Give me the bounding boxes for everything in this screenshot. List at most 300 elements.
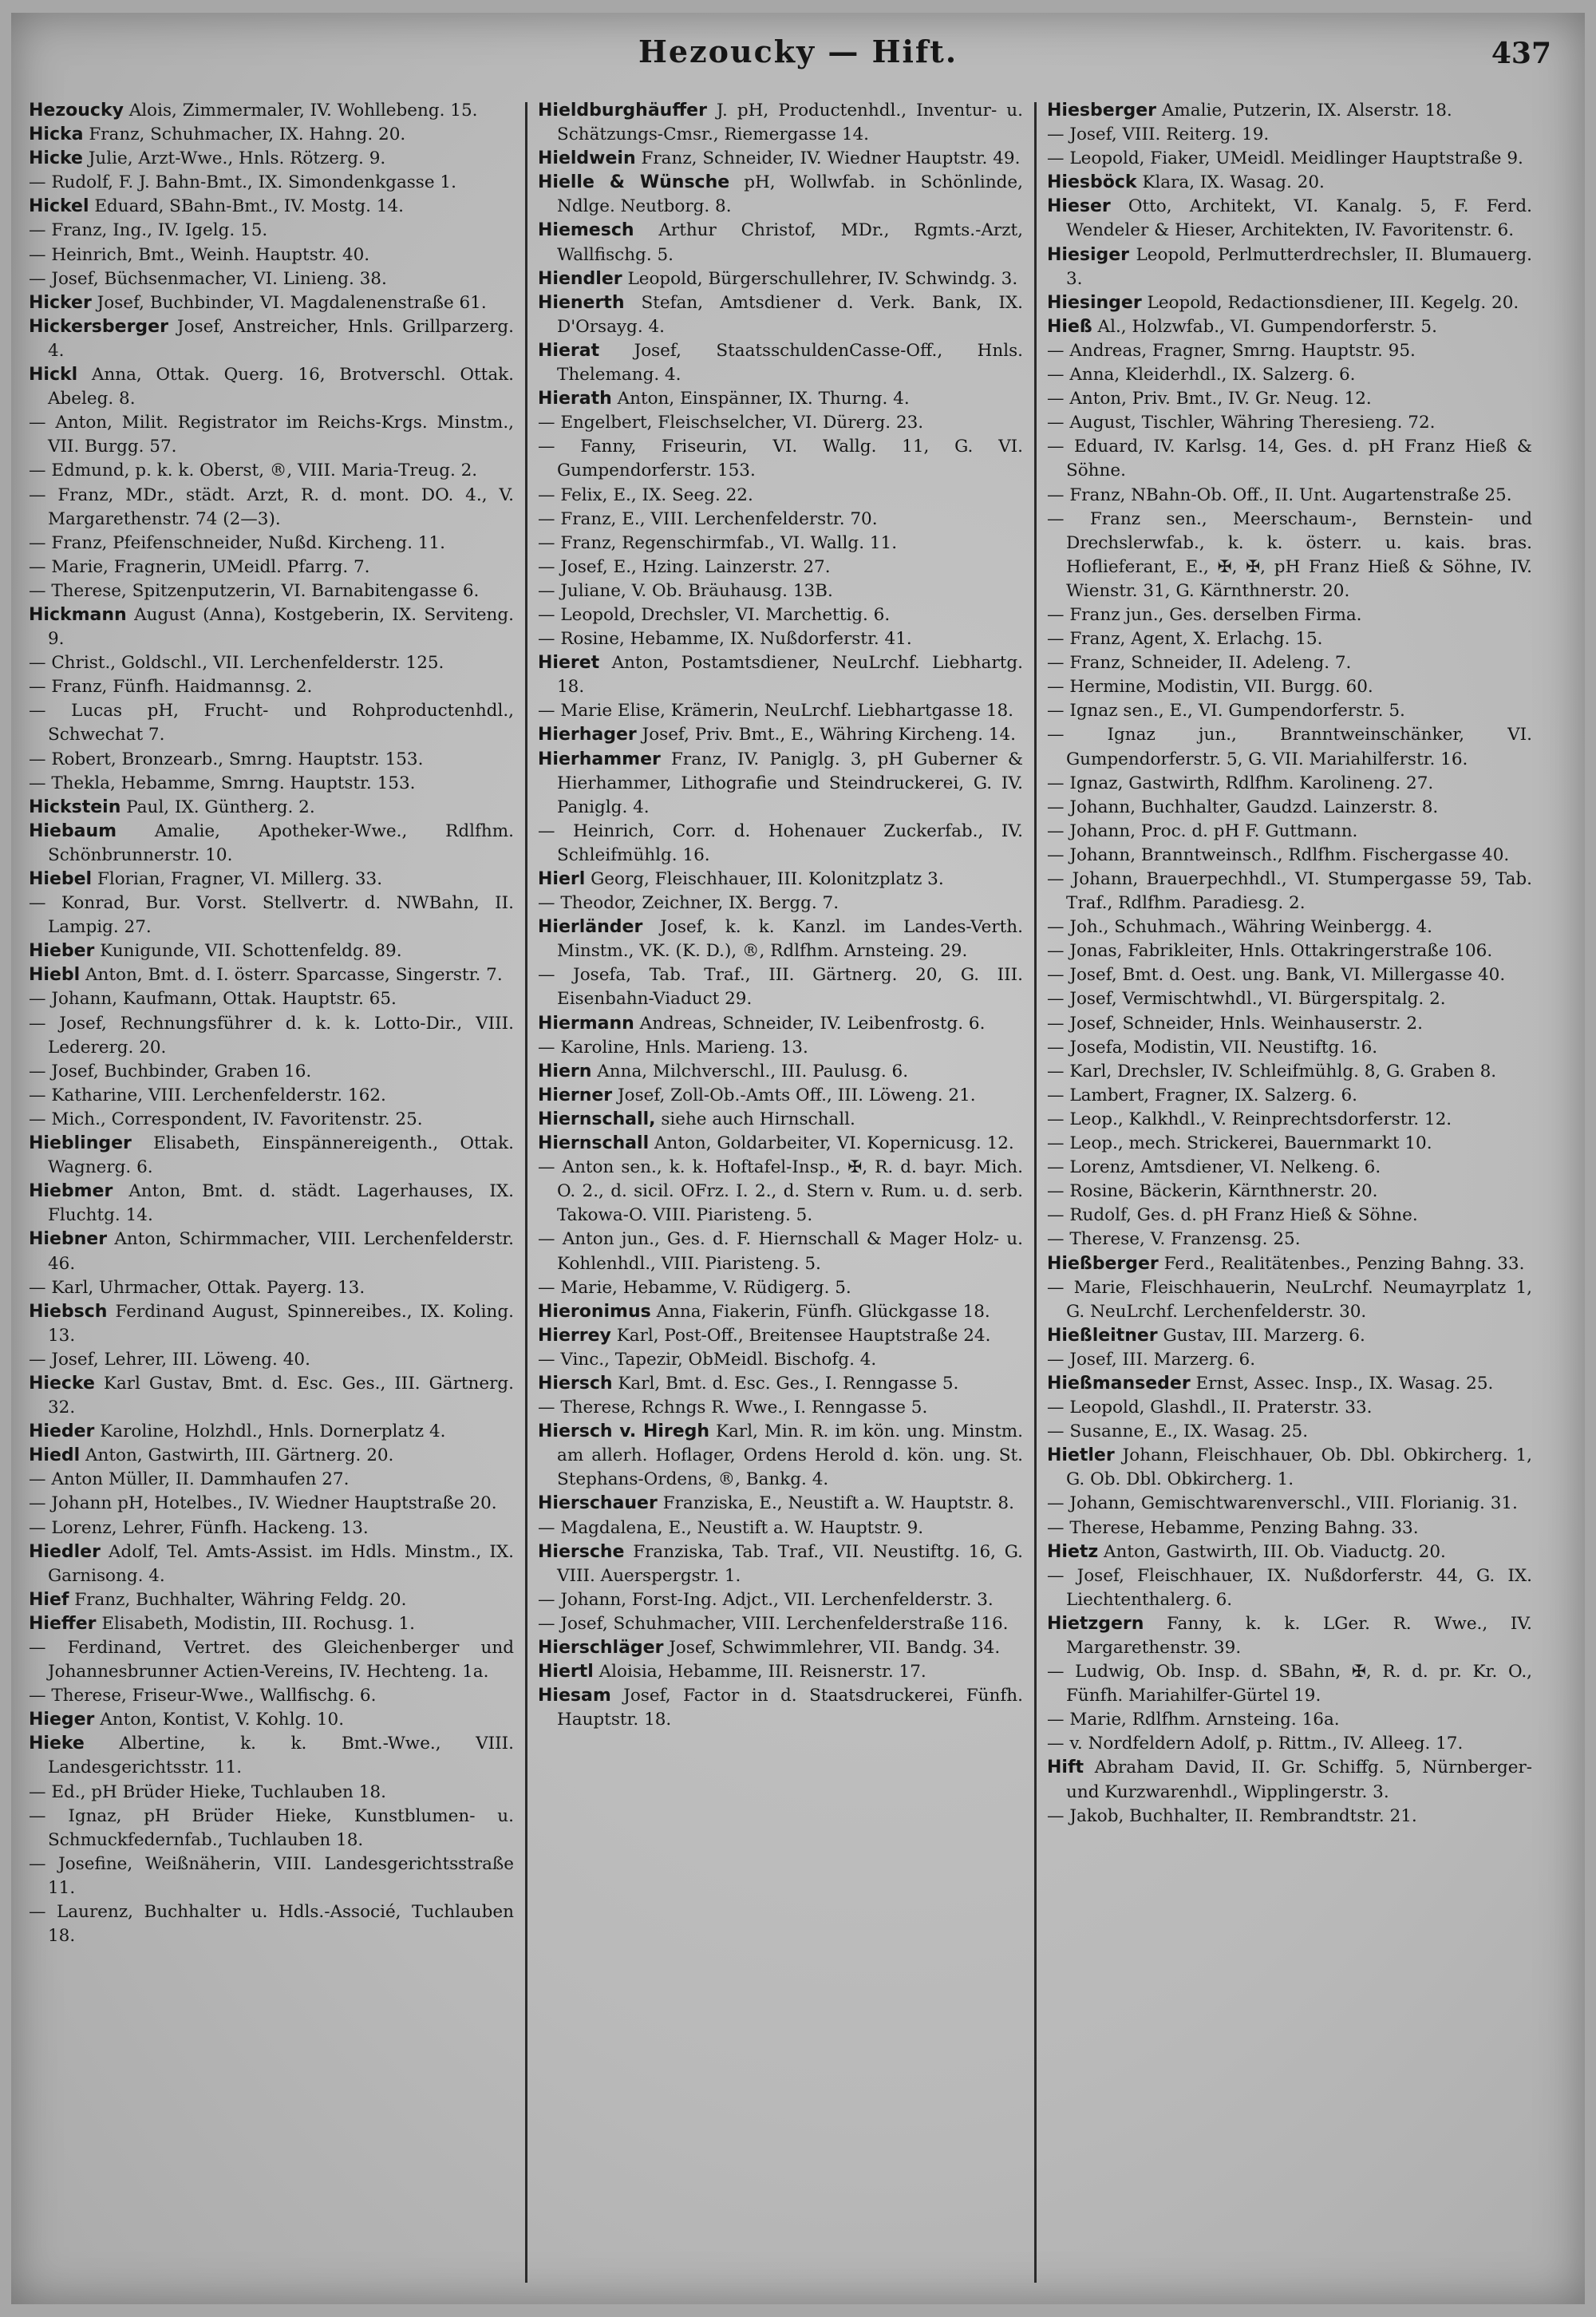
entry-details: Anton, Gastwirth, III. Ob. Viaductg. 20. [1104, 1541, 1446, 1562]
directory-entry [538, 1228, 1023, 1275]
entry-surname: Hierschläger [538, 1638, 664, 1658]
directory-entry [538, 1588, 1023, 1612]
entry-details: — Marie, Rdlfhm. Arnsteing. 16a. [1047, 1710, 1340, 1730]
column-1 [29, 99, 514, 2286]
directory-entry [29, 1108, 514, 1132]
entry-details: — Lucas pH, Frucht- und Rohproductenhdl., Schwechat 7. [29, 701, 514, 745]
entry-details: — Johann, Kaufmann, Ottak. Hauptstr. 65. [29, 989, 397, 1010]
entry-details: — Fanny, Friseurin, VI. Wallg. 11, G. VI. Gumpendorferstr. 153. [538, 437, 1023, 481]
entry-surname: Hickl [29, 365, 78, 386]
directory-entry [538, 723, 1023, 747]
directory-entry [1047, 147, 1532, 171]
directory-entry [538, 435, 1023, 483]
entry-details: Anna, Fiakerin, Fünfh. Glückgasse 18. [656, 1301, 990, 1322]
entry-details: — Franz, Fünfh. Haidmannsg. 2. [29, 677, 313, 698]
entry-details: — Thekla, Hebamme, Smrng. Hauptstr. 153. [29, 773, 416, 793]
directory-entry [29, 1852, 514, 1900]
directory-entry [538, 1156, 1023, 1228]
directory-entry [1047, 1372, 1532, 1396]
entry-details: Karoline, Holzhdl., Hnls. Dornerplatz 4. [100, 1421, 446, 1442]
directory-entry [538, 1516, 1023, 1540]
directory-entry [538, 532, 1023, 556]
entry-details: Paul, IX. Güntherg. 2. [126, 797, 315, 817]
entry-details: Otto, Architekt, VI. Kanalg. 5, F. Ferd. Wendeler & Hieser, Architekten, IV. Favoritenstr. 6. [1066, 196, 1532, 241]
entry-surname: Hieß [1047, 316, 1092, 337]
entry-details: — Jakob, Buchhalter, II. Rembrandtstr. 21. [1047, 1805, 1417, 1826]
entry-details: Franz, Schneider, IV. Wiedner Hauptstr. 49. [641, 148, 1021, 169]
directory-entry [1047, 868, 1532, 915]
entry-details: Al., Holzwfab., VI. Gumpendorferstr. 5. [1097, 316, 1437, 337]
directory-entry [538, 963, 1023, 1011]
directory-entry [29, 1444, 514, 1468]
directory-entry [1047, 1036, 1532, 1060]
entry-surname: Hiebl [29, 965, 81, 986]
entry-details: — Franz, Pfeifenschneider, Nußd. Kircheng. 11. [29, 532, 445, 553]
entry-details: — Johann, Buchhalter, Gaudzd. Lainzerstr. 8. [1047, 797, 1439, 817]
entry-surname: Hezoucky [29, 101, 124, 121]
entry-surname: Hickel [29, 196, 89, 217]
directory-entry [538, 1660, 1023, 1684]
directory-entry [1047, 123, 1532, 147]
directory-entry [29, 1060, 514, 1084]
directory-entry [1047, 1660, 1532, 1708]
entry-details: — Therese, Spitzenputzerin, VI. Barnabitengasse 6. [29, 580, 480, 601]
directory-entry [29, 892, 514, 939]
directory-entry [538, 1636, 1023, 1660]
entry-details: — Ignaz jun., Branntweinschänker, VI. Gumpendorferstr. 5, G. VII. Mariahilferstr. 16. [1047, 725, 1532, 769]
directory-entry [29, 1132, 514, 1180]
directory-entry [538, 1396, 1023, 1420]
directory-entry [538, 579, 1023, 603]
directory-entry [538, 1036, 1023, 1060]
directory-entry [29, 171, 514, 195]
directory-entry [538, 1012, 1023, 1036]
entry-details: — Ignaz, pH Brüder Hieke, Kunstblumen- u. Schmuckfedernfab., Tuchlauben 18. [29, 1805, 514, 1850]
directory-entry [538, 99, 1023, 147]
entry-details: — Juliane, V. Ob. Bräuhausg. 13B. [538, 580, 833, 601]
entry-details: — Leopold, Fiaker, UMeidl. Meidlinger Hauptstraße 9. [1047, 148, 1523, 169]
entry-details: Karl, Bmt. d. Esc. Ges., I. Renngasse 5. [618, 1373, 959, 1394]
entry-details: — Josef, III. Marzerg. 6. [1047, 1349, 1256, 1370]
directory-entry [538, 1084, 1023, 1108]
entry-details: — Franz, Schneider, II. Adeleng. 7. [1047, 653, 1352, 674]
entry-details: siehe auch Hirnschall. [661, 1109, 855, 1129]
entry-surname: Hierländer [538, 917, 643, 938]
entry-details: — Robert, Bronzearb., Smrng. Hauptstr. 153. [29, 749, 424, 769]
entry-details: Karl Gustav, Bmt. d. Esc. Ges., III. Gärtnerg. 32. [48, 1373, 514, 1418]
entry-details: — Leop., Kalkhdl., V. Reinprechtsdorferstr. 12. [1047, 1109, 1452, 1129]
entry-details: Amalie, Apotheker-Wwe., Rdlfhm. Schönbrunnerstr. 10. [48, 820, 514, 865]
entry-surname: Hieke [29, 1734, 85, 1754]
entry-details: Eduard, SBahn-Bmt., IV. Mostg. 14. [94, 196, 404, 217]
entry-details: Georg, Fleischhauer, III. Kolonitzplatz 3. [591, 869, 944, 889]
entry-details: — Therese, Hebamme, Penzing Bahng. 33. [1047, 1517, 1419, 1538]
entry-details: Florian, Fragner, VI. Millerg. 33. [97, 869, 383, 889]
entry-surname: Hierat [538, 340, 600, 361]
entry-details: — Johann, Forst-Ing. Adjct., VII. Lerchenfelderstr. 3. [538, 1589, 994, 1610]
entry-details: — Johann, Gemischtwarenverschl., VIII. Florianig. 31. [1047, 1493, 1518, 1514]
directory-entry [1047, 963, 1532, 987]
entry-details: — Rosine, Bäckerin, Kärnthnerstr. 20. [1047, 1181, 1378, 1202]
entry-details: — Anton, Priv. Bmt., IV. Gr. Neug. 12. [1047, 389, 1372, 409]
directory-entry [29, 363, 514, 411]
directory-entry [538, 603, 1023, 627]
entry-details: — Eduard, IV. Karlsg. 14, Ges. d. pH Franz Hieß & Söhne. [1047, 437, 1532, 481]
directory-entry [29, 1420, 514, 1444]
directory-entry [29, 675, 514, 699]
directory-entry [29, 291, 514, 315]
directory-entry [29, 868, 514, 892]
directory-entry [29, 772, 514, 796]
directory-entry [1047, 1540, 1532, 1564]
entry-details: — Josefine, Weißnäherin, VIII. Landesgerichtsstraße 11. [29, 1853, 514, 1898]
entry-details: Franziska, Tab. Traf., VII. Neustiftg. 16, G. VIII. Auerspergstr. 1. [557, 1541, 1023, 1586]
directory-entry [29, 1084, 514, 1108]
entry-details: Anton, Bmt. d. städt. Lagerhauses, IX. Fluchtg. 14. [48, 1181, 514, 1226]
directory-entry [29, 1540, 514, 1588]
directory-entry [1047, 1612, 1532, 1660]
entry-surname: Hiesiger [1047, 244, 1130, 265]
entry-details: — Marie Elise, Krämerin, NeuLrchf. Liebhartgasse 18. [538, 701, 1013, 722]
entry-surname: Hicke [29, 148, 83, 169]
directory-entry [29, 267, 514, 291]
directory-entry [29, 796, 514, 820]
directory-entry [29, 1468, 514, 1492]
directory-entry [29, 243, 514, 267]
directory-entry [538, 219, 1023, 267]
directory-entry [1047, 411, 1532, 435]
directory-entry [538, 1372, 1023, 1396]
directory-entry [29, 1372, 514, 1420]
entry-details: — Katharine, VIII. Lerchenfelderstr. 162. [29, 1085, 386, 1105]
entry-details: — Josef, Büchsenmacher, VI. Linieng. 38. [29, 268, 387, 289]
entry-surname: Hicker [29, 292, 92, 313]
entry-details: Karl, Min. R. im kön. ung. Minstm. am allerh. Hoflager, Ordens Herold d. kön. ung. St. Stephans-Ordens, ®, Bankg. 4. [557, 1421, 1023, 1490]
entry-details: Albertine, k. k. Bmt.-Wwe., VIII. Landesgerichtsstr. 11. [48, 1734, 514, 1778]
directory-entry [1047, 1204, 1532, 1228]
entry-surname: Hiernschall, [538, 1109, 656, 1129]
directory-entry [1047, 435, 1532, 483]
directory-entry [1047, 1252, 1532, 1276]
directory-entry [538, 387, 1023, 411]
entry-details: Klara, IX. Wasag. 20. [1142, 172, 1325, 193]
entry-details: Aloisia, Hebamme, III. Reisnerstr. 17. [598, 1662, 926, 1682]
directory-entry [538, 291, 1023, 339]
entry-details: — Konrad, Bur. Vorst. Stellvertr. d. NWBahn, II. Lampig. 27. [29, 893, 514, 938]
directory-entry [1047, 1756, 1532, 1804]
directory-entry [29, 1492, 514, 1516]
entry-details: — Anton, Milit. Registrator im Reichs-Krgs. Minstm., VII. Burgg. 57. [29, 413, 514, 457]
entry-details: — Johann, Brauerpechhdl., VI. Stumpergasse 59, Tab. Traf., Rdlfhm. Paradiesg. 2. [1047, 869, 1532, 914]
entry-surname: Hiendler [538, 268, 622, 289]
entry-details: — Josefa, Modistin, VII. Neustiftg. 16. [1047, 1037, 1378, 1058]
entry-details: — Anton jun., Ges. d. F. Hiernschall & Mager Holz- u. Kohlenhdl., VIII. Piaristeng. 5. [538, 1229, 1023, 1274]
entry-details: — Rudolf, F. J. Bahn-Bmt., IX. Simondenkgasse 1. [29, 172, 456, 193]
entry-details: — Ignaz sen., E., VI. Gumpendorferstr. 5. [1047, 701, 1405, 722]
directory-entry [29, 1636, 514, 1684]
entry-details: — Ignaz, Gastwirth, Rdlfhm. Karolineng. 27. [1047, 773, 1434, 793]
directory-entry [538, 820, 1023, 868]
directory-entry [538, 556, 1023, 579]
entry-details: — Franz sen., Meerschaum-, Bernstein- und Drechslerwfab., k. k. österr. u. kais. bras. Hoflieferant, E., ✠, ✠, pH Franz Hieß & Söhne, IV. Wienstr. 31, G. Kärnthnerstr. 20. [1047, 508, 1532, 601]
entry-details: Josef, Factor in d. Staatsdruckerei, Fünfh. Hauptstr. 18. [557, 1686, 1023, 1730]
directory-entry [1047, 363, 1532, 387]
directory-entry [538, 484, 1023, 508]
entry-details: — Andreas, Fragner, Smrng. Hauptstr. 95. [1047, 340, 1416, 361]
entry-details: — Ludwig, Ob. Insp. d. SBahn, ✠, R. d. pr. Kr. O., Fünfh. Mariahilfer-Gürtel 19. [1047, 1662, 1532, 1706]
entry-details: — Therese, Rchngs R. Wwe., I. Renngasse 5. [538, 1398, 928, 1418]
entry-details: — Josef, Vermischtwhdl., VI. Bürgerspitalg. 2. [1047, 989, 1446, 1010]
entry-surname: Hiesinger [1047, 292, 1142, 313]
entry-details: — Franz, MDr., städt. Arzt, R. d. mont. DO. 4., V. Margarethenstr. 74 (2—3). [29, 484, 514, 529]
entry-surname: Hiersch v. Hiregh [538, 1421, 710, 1442]
entry-details: Alois, Zimmermaler, IV. Wohllebeng. 15. [128, 101, 478, 121]
directory-entry [29, 1276, 514, 1300]
directory-entry [29, 939, 514, 963]
directory-entry [1047, 603, 1532, 627]
entry-surname: Hiemesch [538, 220, 634, 241]
entry-details: — Christ., Goldschl., VII. Lerchenfelderstr. 125. [29, 653, 444, 674]
directory-entry [29, 1684, 514, 1708]
entry-details: J. pH, Productenhdl., Inventur- u. Schätzungs-Cmsr., Riemergasse 14. [557, 101, 1023, 145]
entry-details: — Therese, V. Franzensg. 25. [1047, 1229, 1301, 1250]
running-head: Hezoucky — Hift. [638, 34, 958, 69]
entry-details: — Vinc., Tapezir, ObMeidl. Bischofg. 4. [538, 1349, 877, 1370]
directory-entry [1047, 987, 1532, 1011]
entry-details: — Marie, Fleischhauerin, NeuLrchf. Neumayrplatz 1, G. NeuLrchf. Lerchenfelderstr. 30. [1047, 1277, 1532, 1322]
entry-details: Anton, Gastwirth, III. Gärtnerg. 20. [85, 1445, 394, 1466]
entry-surname: Hiebaum [29, 820, 117, 841]
entry-details: Leopold, Perlmutterdrechsler, II. Blumauerg. 3. [1066, 244, 1532, 289]
directory-entry [538, 627, 1023, 651]
directory-entry [538, 267, 1023, 291]
entry-surname: Hieber [29, 941, 95, 962]
directory-entry [538, 1108, 1023, 1132]
directory-entry [29, 1612, 514, 1636]
directory-entry [538, 508, 1023, 532]
entry-surname: Hiermann [538, 1013, 634, 1034]
directory-entry [29, 411, 514, 459]
entry-details: — Anton sen., k. k. Hoftafel-Insp., ✠, R. d. bayr. Mich. O. 2., d. sicil. OFrz. I. 2., d. Stern v. Rum. u. d. serb. Takowa-O. VIII. Piaristeng. 5. [538, 1157, 1023, 1226]
entry-surname: Hickstein [29, 797, 121, 817]
entry-surname: Hietz [1047, 1541, 1099, 1562]
entry-surname: Hierrey [538, 1325, 611, 1346]
entry-surname: Hicka [29, 125, 84, 145]
directory-entry [1047, 627, 1532, 651]
entry-details: — Karl, Drechsler, IV. Schleifmühlg. 8, G. Graben 8. [1047, 1061, 1497, 1081]
entry-details: — Josef, Fleischhauer, IX. Nußdorferstr. 44, G. IX. Liechtenthalerg. 6. [1047, 1565, 1532, 1610]
directory-entry [1047, 675, 1532, 699]
entry-surname: Hickersberger [29, 316, 168, 337]
directory-entry [1047, 820, 1532, 844]
entry-surname: Hierl [538, 869, 586, 889]
entry-details: Adolf, Tel. Amts-Assist. im Hdls. Minstm., IX. Garnisong. 4. [48, 1541, 514, 1586]
directory-entry [29, 603, 514, 651]
directory-entry [29, 147, 514, 171]
entry-details: — Anna, Kleiderhdl., IX. Salzerg. 6. [1047, 365, 1356, 386]
entry-details: — Josef, E., Hzing. Lainzerstr. 27. [538, 556, 831, 577]
directory-entry [29, 1732, 514, 1780]
entry-details: — Theodor, Zeichner, IX. Bergg. 7. [538, 893, 839, 914]
entry-details: — Johann, Proc. d. pH F. Guttmann. [1047, 820, 1358, 841]
entry-surname: Hierhager [538, 725, 637, 745]
entry-details: Elisabeth, Einspännereigenth., Ottak. Wagnerg. 6. [48, 1133, 514, 1178]
entry-details: Anton, Goldarbeiter, VI. Kopernicusg. 12. [654, 1133, 1014, 1154]
directory-entry [1047, 243, 1532, 291]
entry-details: — Leop., mech. Strickerei, Bauernmarkt 10. [1047, 1133, 1432, 1154]
entry-details: — Engelbert, Fleischselcher, VI. Dürerg. 23. [538, 413, 924, 433]
directory-entry [1047, 1156, 1532, 1180]
directory-entry [1047, 1324, 1532, 1348]
directory-entry [538, 1324, 1023, 1348]
entry-details: Ferdinand August, Spinnereibes., IX. Koling. 13. [48, 1301, 514, 1346]
entry-surname: Hierschauer [538, 1493, 658, 1514]
directory-entry [1047, 1516, 1532, 1540]
directory-entry [29, 195, 514, 219]
entry-details: — Rudolf, Ges. d. pH Franz Hieß & Söhne. [1047, 1205, 1418, 1226]
entry-surname: Hierner [538, 1085, 613, 1105]
directory-entry [29, 1348, 514, 1372]
directory-entry [29, 579, 514, 603]
entry-surname: Hiebner [29, 1229, 108, 1250]
entry-surname: Hierath [538, 389, 612, 409]
directory-entry [1047, 99, 1532, 123]
directory-entry [538, 1684, 1023, 1732]
entry-surname: Hiertl [538, 1662, 594, 1682]
entry-details: Josef, k. k. Kanzl. im Landes-Verth. Minstm., VK. (K. D.), ®, Rdlfhm. Arnsteing. 29. [557, 917, 1023, 962]
directory-entry [29, 219, 514, 243]
entry-details: Josef, Schwimmlehrer, VII. Bandg. 34. [669, 1638, 1001, 1658]
entry-details: — Josef, Bmt. d. Oest. ung. Bank, VI. Millergasse 40. [1047, 965, 1506, 986]
directory-entry [1047, 723, 1532, 771]
directory-entry [29, 123, 514, 147]
directory-page [11, 13, 1585, 2304]
entry-details: — Franz, E., VIII. Lerchenfelderstr. 70. [538, 508, 878, 529]
directory-entry [1047, 339, 1532, 363]
directory-entry [29, 532, 514, 556]
directory-entry [538, 1276, 1023, 1300]
entry-details: — August, Tischler, Währing Theresieng. 72. [1047, 413, 1436, 433]
entry-details: — Lorenz, Lehrer, Fünfh. Hackeng. 13. [29, 1517, 369, 1538]
directory-entry [29, 1180, 514, 1228]
entry-details: Anton, Postamtsdiener, NeuLrchf. Liebhartg. 18. [557, 653, 1023, 698]
entry-details: August (Anna), Kostgeberin, IX. Serviteng. 9. [48, 604, 514, 650]
entry-details: — Magdalena, E., Neustift a. W. Hauptstr. 9. [538, 1517, 924, 1538]
directory-entry [29, 748, 514, 772]
entry-details: — Marie, Hebamme, V. Rüdigerg. 5. [538, 1277, 851, 1298]
column-2 [538, 99, 1023, 2286]
entry-details: — Franz, Agent, X. Erlachg. 15. [1047, 629, 1323, 650]
column-3 [1047, 99, 1532, 2286]
entry-surname: Hieldwein [538, 148, 636, 169]
directory-entry [1047, 195, 1532, 243]
directory-entry [538, 915, 1023, 963]
directory-entry [538, 1492, 1023, 1516]
directory-entry [29, 1708, 514, 1732]
entry-details: Julie, Arzt-Wwe., Hnls. Rötzerg. 9. [88, 148, 386, 169]
entry-surname: Hierhammer [538, 749, 661, 769]
entry-details: Josef, StaatsschuldenCasse-Off., Hnls. Thelemang. 4. [557, 340, 1023, 386]
directory-entry [29, 820, 514, 868]
directory-entry [1047, 1420, 1532, 1444]
directory-entry [29, 484, 514, 532]
directory-entry [538, 1300, 1023, 1324]
entry-surname: Hiebel [29, 869, 93, 889]
entry-details: Ernst, Assec. Insp., IX. Wasag. 25. [1195, 1373, 1494, 1394]
directory-entry [29, 987, 514, 1011]
entry-details: — Franz, Ing., IV. Igelg. 15. [29, 220, 268, 241]
entry-details: Gustav, III. Marzerg. 6. [1163, 1325, 1365, 1346]
directory-entry [538, 1420, 1023, 1492]
directory-entry [1047, 1444, 1532, 1492]
entry-surname: Hieffer [29, 1613, 97, 1634]
entry-details: — Heinrich, Corr. d. Hohenauer Zuckerfab., IV. Schleifmühlg. 16. [538, 820, 1023, 865]
directory-entry [29, 315, 514, 363]
entry-details: — Anton Müller, II. Dammhaufen 27. [29, 1469, 350, 1490]
directory-entry [29, 556, 514, 579]
entry-details: Josef, Buchbinder, VI. Magdalenenstraße 61. [97, 292, 487, 313]
entry-details: — Josef, VIII. Reiterg. 19. [1047, 125, 1270, 145]
directory-entry [1047, 796, 1532, 820]
entry-details: Ferd., Realitätenbes., Penzing Bahng. 33. [1163, 1253, 1525, 1274]
entry-details: — v. Nordfeldern Adolf, p. Rittm., IV. Alleeg. 17. [1047, 1734, 1464, 1754]
entry-details: — Jonas, Fabrikleiter, Hnls. Ottakringerstraße 106. [1047, 941, 1493, 962]
directory-entry [538, 147, 1023, 171]
directory-entry [1047, 387, 1532, 411]
entry-details: — Karl, Uhrmacher, Ottak. Payerg. 13. [29, 1277, 365, 1298]
directory-entry [1047, 1396, 1532, 1420]
entry-details: Andreas, Schneider, IV. Leibenfrostg. 6. [639, 1013, 986, 1034]
entry-surname: Hießmanseder [1047, 1373, 1191, 1394]
column-rule [1034, 102, 1037, 2283]
directory-entry [29, 963, 514, 987]
entry-surname: Hiesberger [1047, 101, 1157, 121]
directory-entry [29, 699, 514, 747]
entry-details: — Lorenz, Amtsdiener, VI. Nelkeng. 6. [1047, 1157, 1381, 1178]
entry-surname: Hietler [1047, 1445, 1115, 1466]
entry-details: Anna, Ottak. Querg. 16, Brotverschl. Ottak. Abeleg. 8. [48, 365, 514, 409]
entry-details: — Marie, Fragnerin, UMeidl. Pfarrg. 7. [29, 556, 370, 577]
entry-details: — Mich., Correspondent, IV. Favoritenstr. 25. [29, 1109, 423, 1129]
entry-surname: Hieder [29, 1421, 95, 1442]
directory-entry [538, 1348, 1023, 1372]
entry-details: — Franz, Regenschirmfab., VI. Wallg. 11. [538, 532, 898, 553]
entry-details: — Josef, Schneider, Hnls. Weinhauserstr. 2. [1047, 1013, 1423, 1034]
entry-details: — Edmund, p. k. k. Oberst, ®, VIII. Maria-Treug. 2. [29, 461, 478, 481]
directory-entry [29, 1588, 514, 1612]
directory-entry [1047, 1228, 1532, 1251]
directory-entry [1047, 939, 1532, 963]
entry-surname: Hietzgern [1047, 1613, 1144, 1634]
entry-details: Franz, Schuhmacher, IX. Hahng. 20. [89, 125, 406, 145]
entry-details: Leopold, Bürgerschullehrer, IV. Schwindg. 3. [627, 268, 1018, 289]
entry-surname: Hiersch [538, 1373, 613, 1394]
entry-details: — Felix, E., IX. Seeg. 22. [538, 484, 753, 505]
directory-entry [1047, 1084, 1532, 1108]
entry-details: Johann, Fleischhauer, Ob. Dbl. Obkircherg. 1, G. Ob. Dbl. Obkircherg. 1. [1066, 1445, 1532, 1490]
entry-details: Josef, Anstreicher, Hnls. Grillparzerg. 4. [48, 316, 514, 361]
entry-surname: Hiesam [538, 1686, 611, 1706]
directory-entry [1047, 1732, 1532, 1756]
entry-details: Franz, Buchhalter, Währing Feldg. 20. [74, 1589, 407, 1610]
entry-details: Stefan, Amtsdiener d. Verk. Bank, IX. D'Orsayg. 4. [557, 292, 1023, 337]
directory-entry [29, 1228, 514, 1275]
entry-details: — Laurenz, Buchhalter u. Hdls.-Associé, Tuchlauben 18. [29, 1902, 514, 1947]
directory-entry [538, 892, 1023, 915]
directory-entry [1047, 1805, 1532, 1829]
directory-entry [1047, 484, 1532, 508]
column-rule [525, 102, 527, 2283]
